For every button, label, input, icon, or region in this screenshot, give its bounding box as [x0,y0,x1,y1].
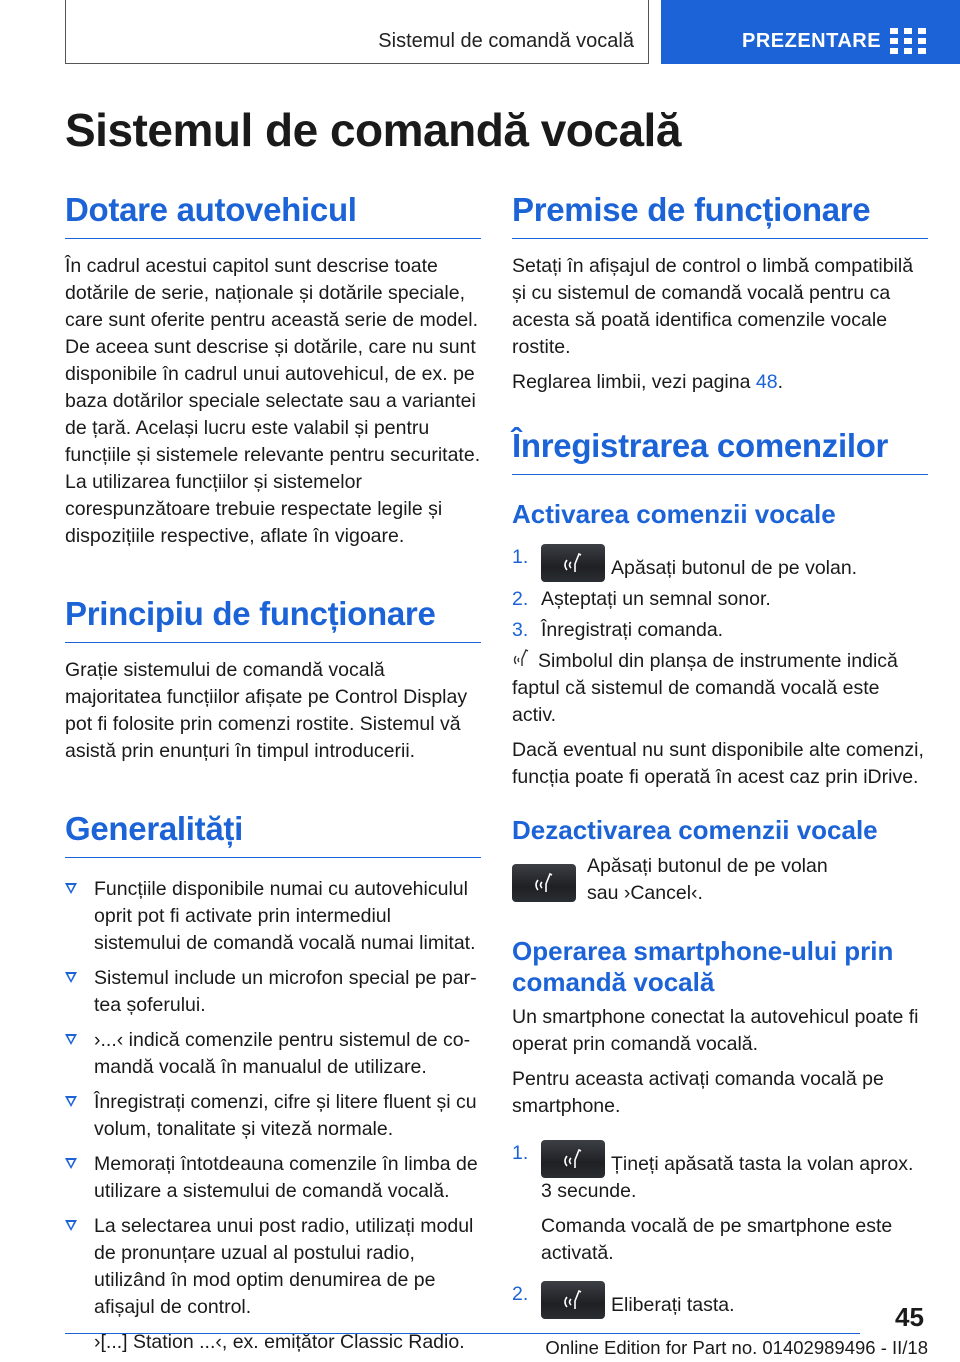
triangle-bullet-icon [65,1220,77,1231]
dezactivare-line1: Apăsați butonul de pe volan [587,855,828,877]
section-tab[interactable] [661,0,960,64]
text-dotare: În cadrul acestui capitol sunt descrise toate dotările de serie, naționale și dotările speciale, care sunt oferite pentru această serie de model. De aceea sunt descrise și dotările, care nu sunt disponibile în cadrul unui autovehicul, de ex. pe baza dotărilor speciale selectate sau a variantei de țară. Același lucru este valabil și pentru funcțiile și sistemele relevante pentru securitate. La utilizarea funcțiilor și sistemelor corespunzătoare trebuie respectate legile și dispozițiile respective, aflate în vigoare. [65,255,481,547]
heading-premise: Premise de funcționare [512,190,928,239]
heading-activare: Activarea comenzii vocale [512,499,836,529]
heading-dezactivare: Dezactivarea comenzii vocale [512,815,878,845]
left-column [65,190,481,1362]
list-item: Înregistrați comenzi, cifre și litere fluent și cu volum, tonalitate și viteză normale. [65,1089,481,1143]
triangle-bullet-icon [65,883,77,894]
list-item: La selectarea unui post radio, utilizați modul de pronunțare uzual al postului radio, utilizând în mod optim denumirea de pe afișajul de control. ›[...] Station ...‹, ex. emițător Classic Radio. [65,1213,481,1356]
text-lang: Reglarea limbii, vezi pagina 48. [512,371,783,393]
page-title: Sistemul de comandă vocală [65,104,681,156]
text-principiu: Grație sistemului de comandă vocală majoritatea funcțiilor afișate pe Control Display pot fi folosite prin comenzi rostite. Sistemul vă asistă prin enunțuri în timpul introducerii. [65,659,468,762]
voice-symbol-icon [512,648,532,670]
smartphone-step-2: 2. Eliberați tasta. [512,1281,928,1319]
voice-button-icon [541,1281,605,1319]
heading-principiu: Principiu de funcționare [65,594,481,643]
text-premise: Setați în afișajul de control o limbă compatibilă și cu sistemul de comandă vocală pentru ca acesta să poată identifica comenzile vocale rostite. [512,255,914,358]
text-smartphone-2: Pentru aceasta activați comanda vocală pe smartphone. [512,1068,884,1117]
generalitati-list [65,876,481,1356]
page-header [0,0,960,66]
triangle-bullet-icon [65,972,77,983]
chapter-title: Sistemul de comandă vocală [378,30,634,52]
list-item: Memorați întotdeauna comenzile în limba de utilizare a sistemului de comandă vocală. [65,1151,481,1205]
page-number: 45 [895,1302,924,1332]
list-item: Sistemul include un microfon special pe partea șoferului. [65,965,481,1019]
dezactivare-block [512,855,928,904]
footer-edition: Online Edition for Part no. 01402989496 - II/18 [545,1337,928,1358]
heading-smartphone: Operarea smartphone-ului prin comandă vocală [512,936,894,997]
step-1: 1. Apăsați butonul de pe volan. [512,544,928,582]
voice-button-icon [541,1140,605,1178]
grid-icon[interactable] [890,28,926,54]
triangle-bullet-icon [65,1034,77,1045]
text-idrive: Dacă eventual nu sunt disponibile alte comenzi, funcția poate fi operată în acest caz prin iDrive. [512,739,924,788]
page-link-48[interactable]: 48 [755,371,778,393]
voice-button-icon [512,864,576,902]
triangle-bullet-icon [65,1158,77,1169]
radio-example: ›[...] Station ...‹, ex. emițător Classic Radio. [94,1331,465,1353]
text-symbol: Simbolul din planșa de instrumente indică faptul că sistemul de comandă vocală este activ. [512,650,898,726]
voice-button-icon [541,544,605,582]
step-2: 2. Așteptați un semnal sonor. [512,588,771,610]
smartphone-note: Comanda vocală de pe smartphone este activată. [541,1215,893,1264]
chapter-tab [65,0,649,64]
smartphone-step-1: 1. Țineți apăsată tasta la volan aprox. 3 secunde. Comanda vocală de pe smartphone este activată. [512,1140,928,1267]
triangle-bullet-icon [65,1096,77,1107]
heading-generalitati: Generalități [65,809,481,858]
heading-inregistrare: Înregistrarea comenzilor [512,426,928,475]
step-3: 3. Înregistrați comanda. [512,619,724,641]
text-smartphone-1: Un smartphone conectat la autovehicul poate fi operat prin comandă vocală. [512,1006,919,1055]
list-item: Funcțiile disponibile numai cu autovehiculul oprit pot fi activate prin intermediul sistemului de comandă vocală numai limitat. [65,876,481,957]
heading-dotare: Dotare autovehicul [65,190,481,239]
right-column [512,190,928,1319]
section-label: PREZENTARE [742,30,882,52]
footer-divider [65,1333,860,1334]
list-item: ›...‹ indică comenzile pentru sistemul de comandă vocală în manualul de utilizare. [65,1027,481,1081]
dezactivare-line2: sau ›Cancel‹. [587,882,703,904]
